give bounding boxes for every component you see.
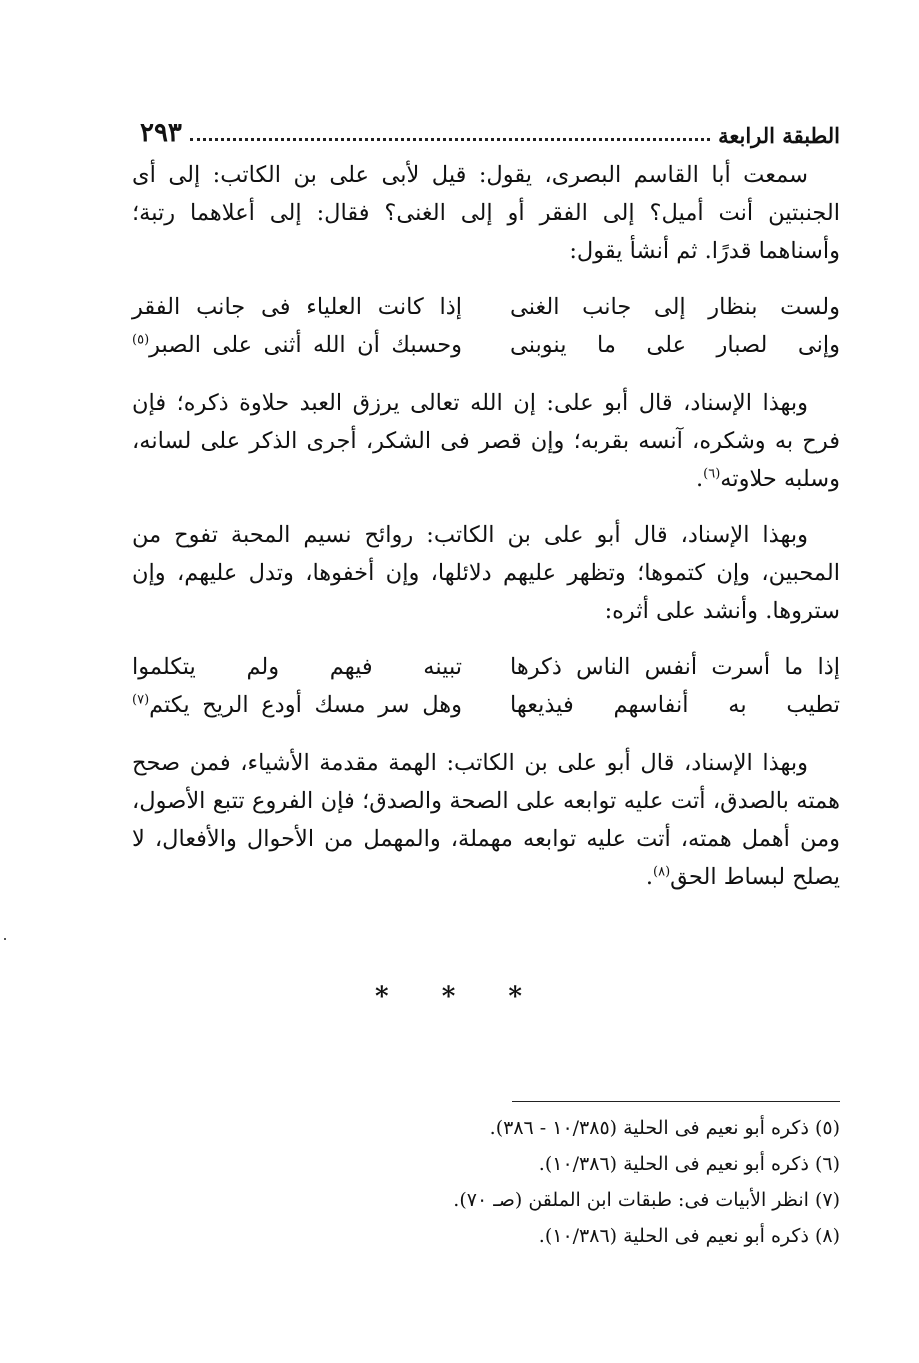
section-ornament: * * * [375, 982, 544, 1012]
footnote-ref[interactable]: (٦) [703, 466, 721, 482]
hemistich-second: إذا كانت العلياء فى جانب الفقر [132, 294, 462, 320]
hemistich-first: ولست بنظار إلى جانب الغنى [510, 294, 840, 320]
footnote-ref[interactable]: (٧) [132, 692, 150, 708]
verse-line [132, 648, 840, 686]
footnote: (٥) ذكره أبو نعيم فى الحلية (١٠/٣٨٥ - ٣٨٦). [489, 1117, 840, 1139]
verse-line [132, 288, 840, 326]
verse-line [132, 326, 840, 364]
footnote-ref[interactable]: (٨) [653, 864, 671, 880]
paragraph-3: وبهذا الإسناد، قال أبو على بن الكاتب: روائح نسيم المحبة تفوح من المحبين، وإن كتموها؛ وتظهر عليهم دلائلها، وإن أخفوها، وتدل عليهم، وإن ستروها. وأنشد على أثره: [132, 522, 840, 624]
main-text [132, 156, 840, 896]
paragraph-2: وبهذا الإسناد، قال أبو على: إن الله تعالى يرزق العبد حلاوة ذكره؛ فإن فرح به وشكره، آنسه بقربه؛ وإن قصر فى الشكر، أجرى الذكر على لسانه، وسلبه حلاوته$^{(٦)}$. [132, 390, 840, 492]
paragraph-4: وبهذا الإسناد، قال أبو على بن الكاتب: الهمة مقدمة الأشياء، فمن صحح همته بالصدق، أتت عليه توابعه على الصحة والصدق؛ فإن الفروع تتبع الأصول، ومن أهمل همته، أتت عليه توابعه مهملة، والمهمل من الأحوال والأفعال، لا يصلح لبساط الحق$^{(٨)}$. [132, 750, 840, 890]
footnote: (٦) ذكره أبو نعيم فى الحلية (١٠/٣٨٦). [538, 1153, 840, 1175]
chapter-title: الطبقة الرابعة [718, 123, 840, 148]
scan-speck [4, 938, 6, 940]
dotted-leader [190, 138, 710, 141]
hemistich-first: إذا ما أسرت أنفس الناس ذكرها [510, 654, 840, 680]
hemistich-second: وحسبك أن الله أثنى على الصبر$^{(٥)}$ [132, 332, 462, 358]
hemistich-second: وهل سر مسك أودع الريح يكتم$^{(٧)}$ [132, 692, 462, 718]
hemistich-first: وإنى لصبار على ما ينوبنى [510, 332, 840, 358]
page-number: ٢٩٣ [140, 118, 182, 148]
hemistich-second: تبينه فيهم ولم يتكلموا [132, 654, 462, 680]
verse-line [132, 686, 840, 724]
footnote: (٨) ذكره أبو نعيم فى الحلية (١٠/٣٨٦). [538, 1225, 840, 1247]
hemistich-first: تطيب به أنفاسهم فيذيعها [510, 692, 840, 718]
footnote-divider [512, 1101, 840, 1102]
footnote: (٧) انظر الأبيات فى: طبقات ابن الملقن (صـ ٧٠). [453, 1189, 840, 1211]
poem-2 [132, 648, 840, 724]
running-head [140, 102, 840, 148]
poem-1 [132, 288, 840, 364]
paragraph-1: سمعت أبا القاسم البصرى، يقول: قيل لأبى على بن الكاتب: إلى أى الجنبتين أنت أميل؟ إلى الفقر أو إلى الغنى؟ فقال: إلى أعلاهما رتبة؛ وأسناهما قدرًا. ثم أنشأ يقول: [132, 162, 840, 264]
footnotes [300, 1110, 840, 1254]
footnote-ref[interactable]: (٥) [132, 332, 150, 348]
